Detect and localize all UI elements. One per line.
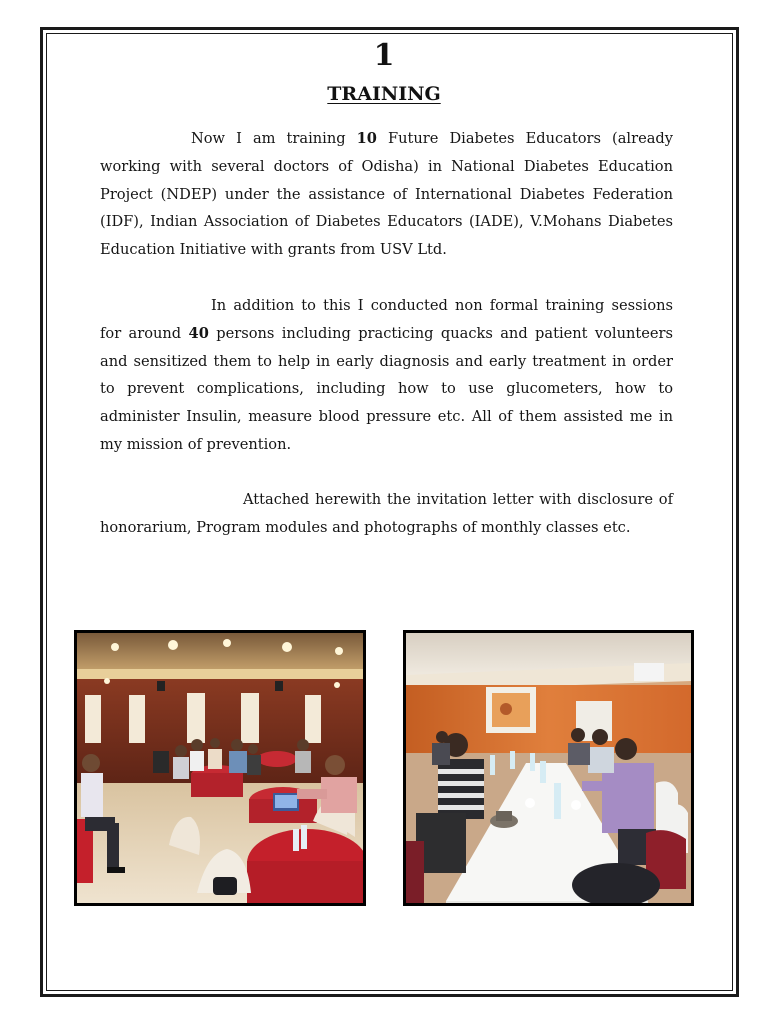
para2-text-a: In addition to this I conducted non formal training sessions for around	[100, 297, 673, 342]
para1-text-a: Now I am training	[191, 130, 357, 147]
training-photo-conference-room	[403, 630, 694, 906]
paragraph-attachments	[100, 486, 673, 542]
paragraph-training-educators	[100, 125, 673, 264]
page-number: 1	[373, 38, 395, 73]
paragraph-nonformal-sessions	[100, 292, 673, 459]
para3-text: Attached herewith the invitation letter with disclosure of honorarium, Program modules and photographs of monthly classes etc.	[100, 491, 673, 536]
page-title: TRAINING	[327, 83, 441, 105]
para1-text-b: Future Diabetes Educators (already working with several doctors of Odisha) in National Diabetes Education Project (NDEP) under the assistance of International Diabetes Federation (IDF), Indian Association of Diabetes Educators (IADE), V.Mohans Diabetes Education Initiative with grants from USV Ltd.	[100, 130, 673, 259]
para2-count: 40	[188, 324, 209, 342]
para1-count: 10	[356, 130, 377, 147]
para2-text-b: persons including practicing quacks and patient volunteers and sensitized them to help in early diagnosis and early treatment in order to prevent complications, including how to use glucometers, how to administer Insulin, measure blood pressure etc. All of them assisted me in my mission of prevention.	[100, 324, 674, 453]
banquet-hall-scene	[77, 633, 363, 903]
training-photo-banquet-hall	[74, 630, 366, 906]
conference-room-scene	[406, 633, 691, 903]
